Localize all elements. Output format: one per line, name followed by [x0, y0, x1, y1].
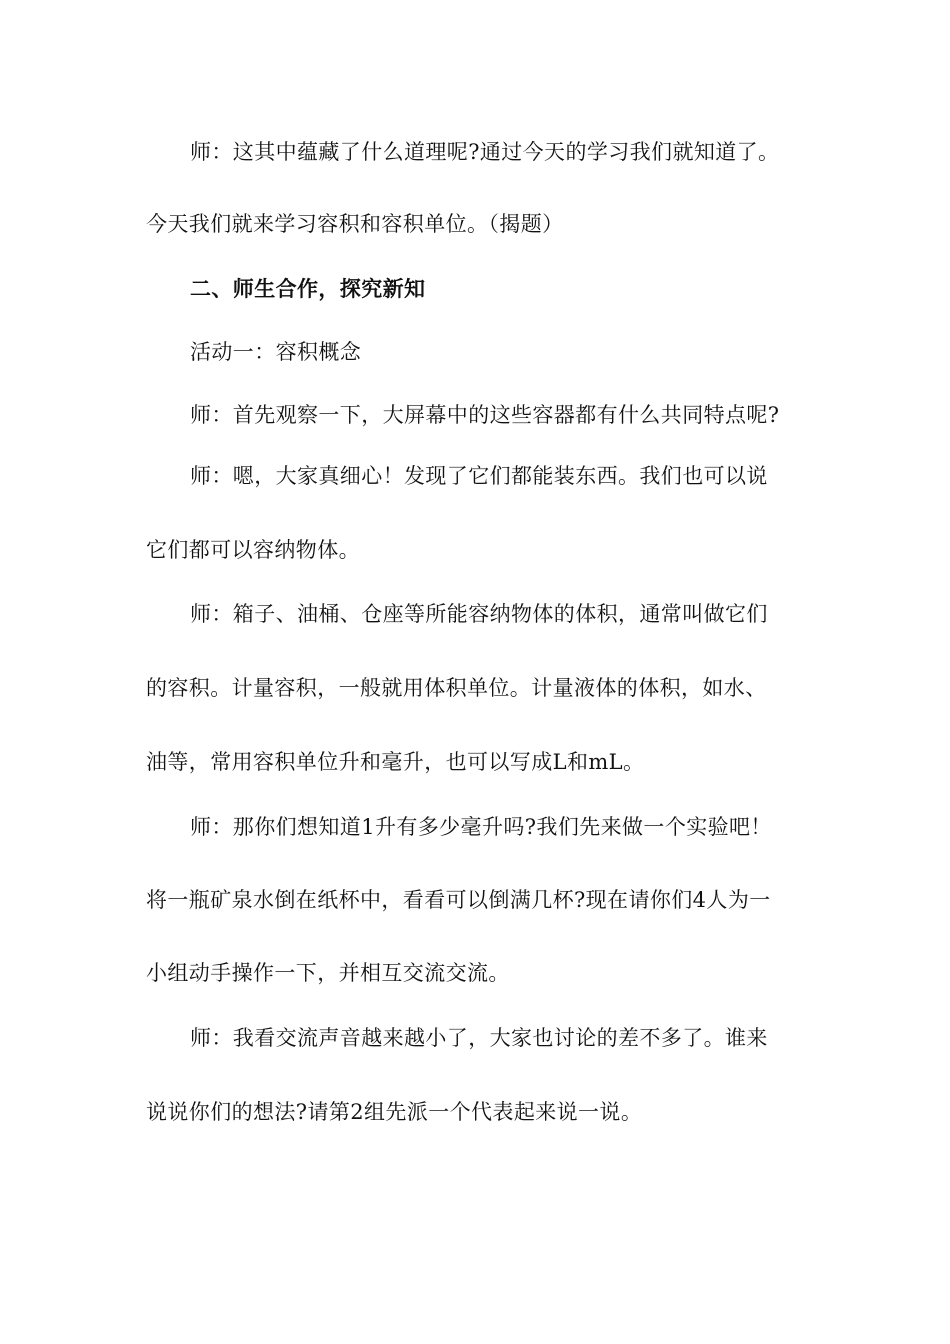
activity-title: 活动一：容积概念 [190, 340, 362, 364]
paragraph-line-10: 油等，常用容积单位升和毫升，也可以写成L和mL。 [146, 750, 645, 774]
paragraph-line-6: 师：嗯，大家真细心！发现了它们都能装东西。我们也可以说 [190, 464, 768, 488]
paragraph-line-8: 师：箱子、油桶、仓座等所能容纳物体的体积，通常叫做它们 [190, 602, 768, 626]
paragraph-line-1: 师：这其中蕴藏了什么道理呢?通过今天的学习我们就知道了。 [190, 140, 780, 164]
paragraph-line-13: 小组动手操作一下，并相互交流交流。 [146, 961, 510, 985]
paragraph-line-15: 说说你们的想法?请第2组先派一个代表起来说一说。 [146, 1100, 643, 1124]
paragraph-line-5: 师：首先观察一下，大屏幕中的这些容器都有什么共同特点呢? [190, 403, 780, 427]
paragraph-line-11: 师：那你们想知道1升有多少毫升吗?我们先来做一个实验吧！ [190, 815, 772, 839]
paragraph-line-7: 它们都可以容纳物体。 [146, 538, 360, 562]
paragraph-line-9: 的容积。计量容积，一般就用体积单位。计量液体的体积，如水、 [146, 676, 767, 700]
paragraph-line-2: 今天我们就来学习容积和容积单位。（揭题） [146, 212, 564, 236]
paragraph-line-14: 师：我看交流声音越来越小了，大家也讨论的差不多了。谁来 [190, 1026, 768, 1050]
paragraph-line-12: 将一瓶矿泉水倒在纸杯中，看看可以倒满几杯?现在请你们4人为一 [146, 888, 771, 912]
section-heading: 二、师生合作，探究新知 [190, 276, 426, 301]
